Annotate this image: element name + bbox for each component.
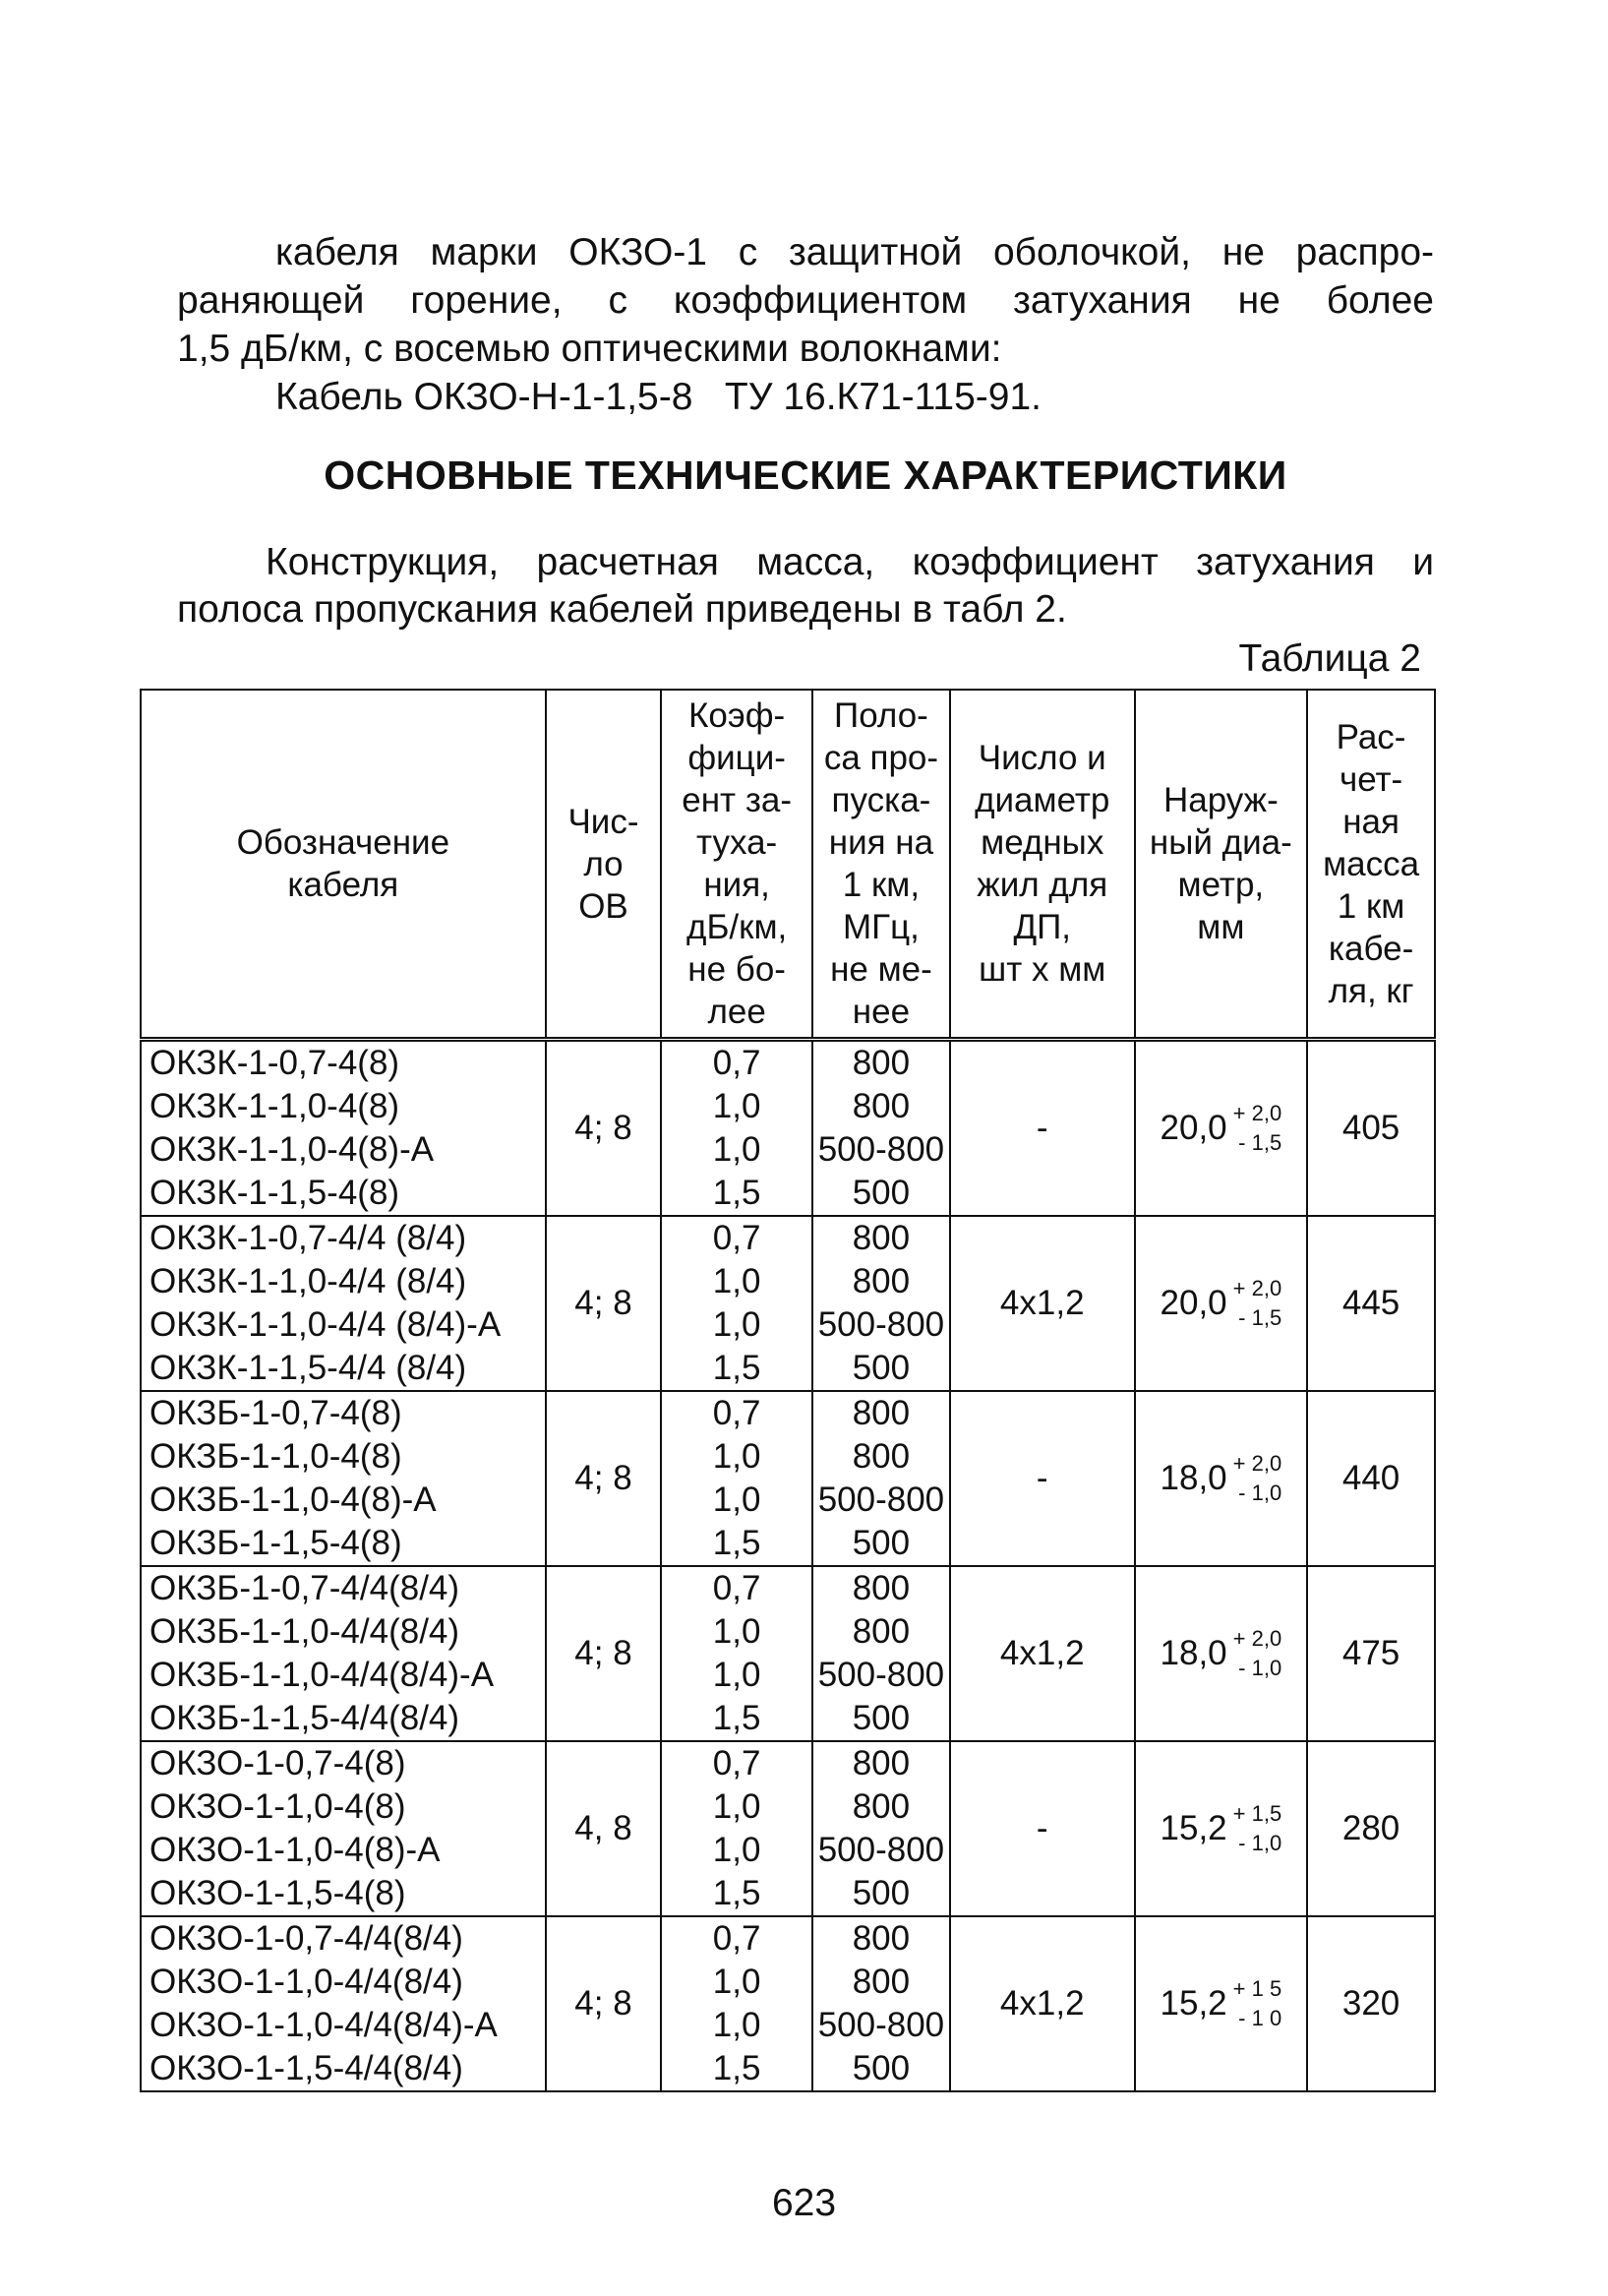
attenuation (661, 1741, 812, 1916)
bandwidth (812, 1391, 950, 1566)
header-text-line: ент за- (682, 781, 792, 819)
bandwidth-value: 500-800 (817, 1305, 945, 1344)
table-row (141, 1916, 1435, 2091)
header-text-line: кабеля (287, 866, 399, 904)
bandwidth-value: 500-800 (817, 1656, 945, 1694)
attenuation-value: 1,0 (712, 1963, 761, 2001)
bandwidth (812, 1566, 950, 1741)
diameter-value: 20,0 (1160, 1284, 1227, 1322)
bandwidth-value: 800 (852, 1744, 911, 1782)
diameter-tolerance (1233, 1624, 1282, 1683)
cable-names-value: ОКЗК-1-0,7-4/4 (8/4) (149, 1219, 467, 1257)
diameter-tolerance (1233, 1099, 1282, 1158)
cable-designation-line: Кабель ОКЗО-Н-1-1,5-8 ТУ 16.К71-115-91. (275, 376, 1042, 418)
diameter-tolerance (1233, 1974, 1282, 2033)
fiber-count: 4; 8 (546, 1040, 662, 1217)
bandwidth-value: 500-800 (817, 1831, 945, 1869)
header-text-line: масса (1323, 844, 1420, 883)
cable-mass: 280 (1307, 1741, 1435, 1916)
cable-mass: 405 (1307, 1040, 1435, 1217)
header-copper-wires (950, 690, 1135, 1040)
attenuation-value: 1,5 (712, 1524, 761, 1562)
bandwidth (812, 1216, 950, 1391)
header-text-line: шт х мм (979, 950, 1106, 989)
bandwidth-value: 800 (852, 1963, 911, 2001)
cable-names-value: ОКЗО-1-1,0-4(8) (149, 1787, 406, 1826)
bandwidth-value: 500 (852, 1349, 911, 1387)
bandwidth (812, 1040, 950, 1217)
attenuation-value: 1,0 (712, 1656, 761, 1694)
attenuation-value: 1,0 (712, 1087, 761, 1125)
outer-diameter (1135, 1040, 1308, 1217)
bandwidth (812, 1741, 950, 1916)
attenuation-value: 0,7 (712, 1219, 761, 1257)
header-text-line: чет- (1339, 759, 1403, 799)
cable-names-value: ОКЗБ-1-1,0-4/4(8/4) (149, 1612, 460, 1651)
cable-names-value: ОКЗК-1-1,5-4(8) (149, 1174, 400, 1212)
cable-spec-table (140, 689, 1436, 2092)
diameter-with-tolerance (1161, 1974, 1282, 2033)
diameter-value: 15,2 (1160, 1984, 1227, 2023)
copper-wires: 4x1,2 (950, 1216, 1135, 1391)
attenuation-value: 1,0 (712, 1480, 761, 1519)
diameter-value: 15,2 (1160, 1809, 1227, 1847)
paragraph-line: Конструкция, расчетная масса, коэффициент затухания и (266, 541, 1434, 583)
bandwidth-value: 800 (852, 1612, 911, 1651)
header-mass (1307, 690, 1435, 1040)
bandwidth-value: 800 (852, 1437, 911, 1476)
cable-names-value: ОКЗО-1-1,0-4/4(8/4) (149, 1963, 463, 2001)
bandwidth-value: 800 (852, 1787, 911, 1826)
tolerance-minus: - 1 0 (1238, 2006, 1282, 2030)
header-text-line: ния на (828, 823, 934, 862)
header-attenuation (661, 690, 812, 1040)
table-intro-paragraph (177, 539, 1434, 634)
header-text-line: жил для (977, 866, 1108, 904)
header-text-line: Чис- (567, 802, 639, 841)
attenuation (661, 1040, 812, 1217)
attenuation-value: 0,7 (712, 1569, 761, 1607)
table-caption: Таблица 2 (1238, 637, 1421, 680)
bandwidth-value: 500-800 (817, 1130, 945, 1169)
header-text-line: пуска- (831, 781, 931, 819)
header-text-line: нее (852, 993, 911, 1031)
cable-names-value: ОКЗБ-1-1,0-4(8) (149, 1437, 402, 1476)
header-text-line: ОВ (578, 886, 628, 926)
attenuation-value: 1,5 (712, 1174, 761, 1212)
header-text-line: Наруж- (1162, 781, 1279, 819)
attenuation (661, 1391, 812, 1566)
copper-wires: - (950, 1741, 1135, 1916)
attenuation-value: 1,0 (712, 2006, 761, 2044)
attenuation (661, 1216, 812, 1391)
header-text-line: дБ/км, (686, 908, 788, 946)
header-text-line: метр, (1177, 866, 1265, 904)
header-text-line: ния, (703, 866, 770, 904)
tolerance-minus: - 1,0 (1238, 1831, 1282, 1855)
attenuation-value: 0,7 (712, 1044, 761, 1082)
cable-mass: 440 (1307, 1391, 1435, 1566)
tolerance-minus: - 1,5 (1238, 1130, 1282, 1155)
cable-names (141, 1566, 546, 1741)
bandwidth-value: 800 (852, 1919, 911, 1958)
outer-diameter (1135, 1391, 1308, 1566)
outer-diameter (1135, 1916, 1308, 2091)
cable-names-value: ОКЗК-1-1,0-4/4 (8/4) (149, 1262, 467, 1300)
cable-names-value: ОКЗК-1-1,0-4/4 (8/4)-А (149, 1305, 502, 1344)
attenuation-value: 0,7 (712, 1744, 761, 1782)
header-text-line: 1 км (1337, 886, 1405, 926)
cable-names-value: ОКЗБ-1-0,7-4(8) (149, 1394, 402, 1432)
diameter-with-tolerance (1161, 1099, 1282, 1158)
header-bandwidth (812, 690, 950, 1040)
header-text-line: 1 км, (842, 866, 921, 904)
bandwidth-value: 800 (852, 1087, 911, 1125)
cable-mass: 320 (1307, 1916, 1435, 2091)
cable-names-value: ОКЗО-1-1,0-4(8)-А (149, 1831, 441, 1869)
bandwidth-value: 800 (852, 1569, 911, 1607)
attenuation-value: 1,0 (712, 1831, 761, 1869)
tolerance-plus: + 2,0 (1232, 1276, 1282, 1300)
header-text-line: не бо- (687, 950, 786, 989)
intro-line: 1,5 дБ/км, с восемью оптическими волокнами: (177, 328, 1002, 370)
header-text-line: Поло- (834, 696, 928, 735)
cable-names-value: ОКЗБ-1-1,5-4(8) (149, 1524, 402, 1562)
diameter-value: 18,0 (1160, 1634, 1227, 1672)
bandwidth-value: 500 (852, 1524, 911, 1562)
cable-names-value: ОКЗО-1-1,5-4(8) (149, 1874, 406, 1912)
attenuation-value: 1,5 (712, 2049, 761, 2087)
tolerance-plus: + 1,5 (1232, 1801, 1282, 1826)
diameter-with-tolerance (1161, 1799, 1282, 1858)
cable-mass: 445 (1307, 1216, 1435, 1391)
tolerance-plus: + 2,0 (1232, 1101, 1282, 1125)
outer-diameter (1135, 1216, 1308, 1391)
intro-line: раняющей горение, с коэффициентом затухания не более (177, 279, 1434, 322)
header-text-line: туха- (696, 823, 778, 862)
header-text-line: медных (981, 823, 1104, 862)
copper-wires: 4x1,2 (950, 1566, 1135, 1741)
cable-names-value: ОКЗК-1-1,0-4(8)-А (149, 1130, 435, 1169)
attenuation-value: 1,0 (712, 1262, 761, 1300)
header-text-line: лее (707, 993, 766, 1031)
cable-names-value: ОКЗБ-1-1,0-4/4(8/4)-А (149, 1656, 495, 1694)
bandwidth-value: 500-800 (817, 1480, 945, 1519)
header-text-line: Число и (978, 739, 1106, 777)
intro-text (177, 228, 1434, 421)
tolerance-plus: + 1 5 (1232, 1976, 1282, 2001)
header-text-line: ля, кг (1328, 971, 1414, 1010)
attenuation-value: 1,0 (712, 1305, 761, 1344)
table-header-row (141, 690, 1435, 1040)
fiber-count: 4; 8 (546, 1216, 662, 1391)
attenuation-value: 1,0 (712, 1437, 761, 1476)
bandwidth-value: 500 (852, 2049, 911, 2087)
cable-names (141, 1741, 546, 1916)
cable-names-value: ОКЗО-1-1,5-4/4(8/4) (149, 2049, 463, 2087)
diameter-with-tolerance (1161, 1274, 1282, 1333)
attenuation-value: 1,5 (712, 1699, 761, 1737)
diameter-tolerance (1233, 1274, 1282, 1333)
attenuation-value: 1,5 (712, 1874, 761, 1912)
bandwidth-value: 800 (852, 1262, 911, 1300)
bandwidth-value: 500 (852, 1874, 911, 1912)
header-designation (141, 690, 546, 1040)
header-outer-diameter (1135, 690, 1308, 1040)
diameter-value: 20,0 (1160, 1109, 1227, 1147)
attenuation-value: 0,7 (712, 1394, 761, 1432)
intro-line: кабеля марки ОКЗО-1 с защитной оболочкой, не распро- (275, 231, 1434, 273)
header-text-line: МГц, (842, 908, 920, 946)
cable-names-value: ОКЗБ-1-1,5-4/4(8/4) (149, 1699, 460, 1737)
copper-wires: - (950, 1391, 1135, 1566)
bandwidth (812, 1916, 950, 2091)
outer-diameter (1135, 1566, 1308, 1741)
attenuation (661, 1566, 812, 1741)
cable-names-value: ОКЗБ-1-1,0-4(8)-А (149, 1480, 437, 1519)
header-text-line: диаметр (975, 781, 1110, 819)
cable-names-value: ОКЗО-1-0,7-4(8) (149, 1744, 406, 1782)
header-text-line: фици- (687, 739, 786, 777)
header-text-line: Коэф- (688, 696, 786, 735)
fiber-count: 4; 8 (546, 1916, 662, 2091)
header-text-line: ная (1342, 802, 1400, 841)
table-row (141, 1040, 1435, 1217)
attenuation-value: 1,0 (712, 1130, 761, 1169)
header-text-line: мм (1197, 908, 1245, 946)
cable-names-value: ОКЗБ-1-0,7-4/4(8/4) (149, 1569, 460, 1607)
cable-names-value: ОКЗК-1-1,0-4(8) (149, 1087, 400, 1125)
header-fiber-count (546, 690, 662, 1040)
cable-names-value: ОКЗК-1-1,5-4/4 (8/4) (149, 1349, 467, 1387)
cable-names-value: ОКЗК-1-0,7-4(8) (149, 1044, 400, 1082)
cable-names (141, 1216, 546, 1391)
header-text-line: кабе- (1328, 929, 1414, 968)
table-row (141, 1741, 1435, 1916)
table-row (141, 1391, 1435, 1566)
attenuation-value: 1,0 (712, 1787, 761, 1826)
bandwidth-value: 500-800 (817, 2006, 945, 2044)
bandwidth-value: 800 (852, 1044, 911, 1082)
bandwidth-value: 800 (852, 1394, 911, 1432)
section-heading: ОСНОВНЫЕ ТЕХНИЧЕСКИЕ ХАРАКТЕРИСТИКИ (324, 453, 1287, 498)
page-number: 623 (771, 2182, 837, 2224)
copper-wires: 4x1,2 (950, 1916, 1135, 2091)
fiber-count: 4; 8 (546, 1566, 662, 1741)
header-text-line: Обозначение (236, 823, 450, 862)
copper-wires: - (950, 1040, 1135, 1217)
cable-names-value: ОКЗО-1-1,0-4/4(8/4)-А (149, 2006, 498, 2044)
diameter-tolerance (1233, 1449, 1282, 1508)
header-text-line: ДП, (1013, 908, 1072, 946)
tolerance-plus: + 2,0 (1232, 1626, 1282, 1651)
fiber-count: 4; 8 (546, 1391, 662, 1566)
cable-names (141, 1391, 546, 1566)
table-row (141, 1566, 1435, 1741)
header-text-line: ный диа- (1149, 823, 1292, 862)
tolerance-minus: - 1,0 (1238, 1656, 1282, 1680)
bandwidth-value: 800 (852, 1219, 911, 1257)
attenuation-value: 1,0 (712, 1612, 761, 1651)
attenuation-value: 0,7 (712, 1919, 761, 1958)
diameter-with-tolerance (1161, 1624, 1282, 1683)
header-text-line: Рас- (1336, 717, 1406, 756)
diameter-with-tolerance (1161, 1449, 1282, 1508)
cable-mass: 475 (1307, 1566, 1435, 1741)
table-row (141, 1216, 1435, 1391)
paragraph-line: полоса пропускания кабелей приведены в табл 2. (177, 588, 1067, 631)
bandwidth-value: 500 (852, 1699, 911, 1737)
attenuation (661, 1916, 812, 2091)
outer-diameter (1135, 1741, 1308, 1916)
header-text-line: са про- (823, 739, 939, 777)
attenuation-value: 1,5 (712, 1349, 761, 1387)
header-text-line: не ме- (830, 950, 932, 989)
diameter-value: 18,0 (1160, 1459, 1227, 1497)
cable-names (141, 1040, 546, 1217)
cable-names (141, 1916, 546, 2091)
tolerance-minus: - 1,5 (1238, 1305, 1282, 1330)
cable-names-value: ОКЗО-1-0,7-4/4(8/4) (149, 1919, 463, 1958)
bandwidth-value: 500 (852, 1174, 911, 1212)
fiber-count: 4, 8 (546, 1741, 662, 1916)
tolerance-minus: - 1,0 (1238, 1480, 1282, 1505)
tolerance-plus: + 2,0 (1232, 1451, 1282, 1476)
diameter-tolerance (1233, 1799, 1282, 1858)
header-text-line: ло (583, 844, 624, 883)
